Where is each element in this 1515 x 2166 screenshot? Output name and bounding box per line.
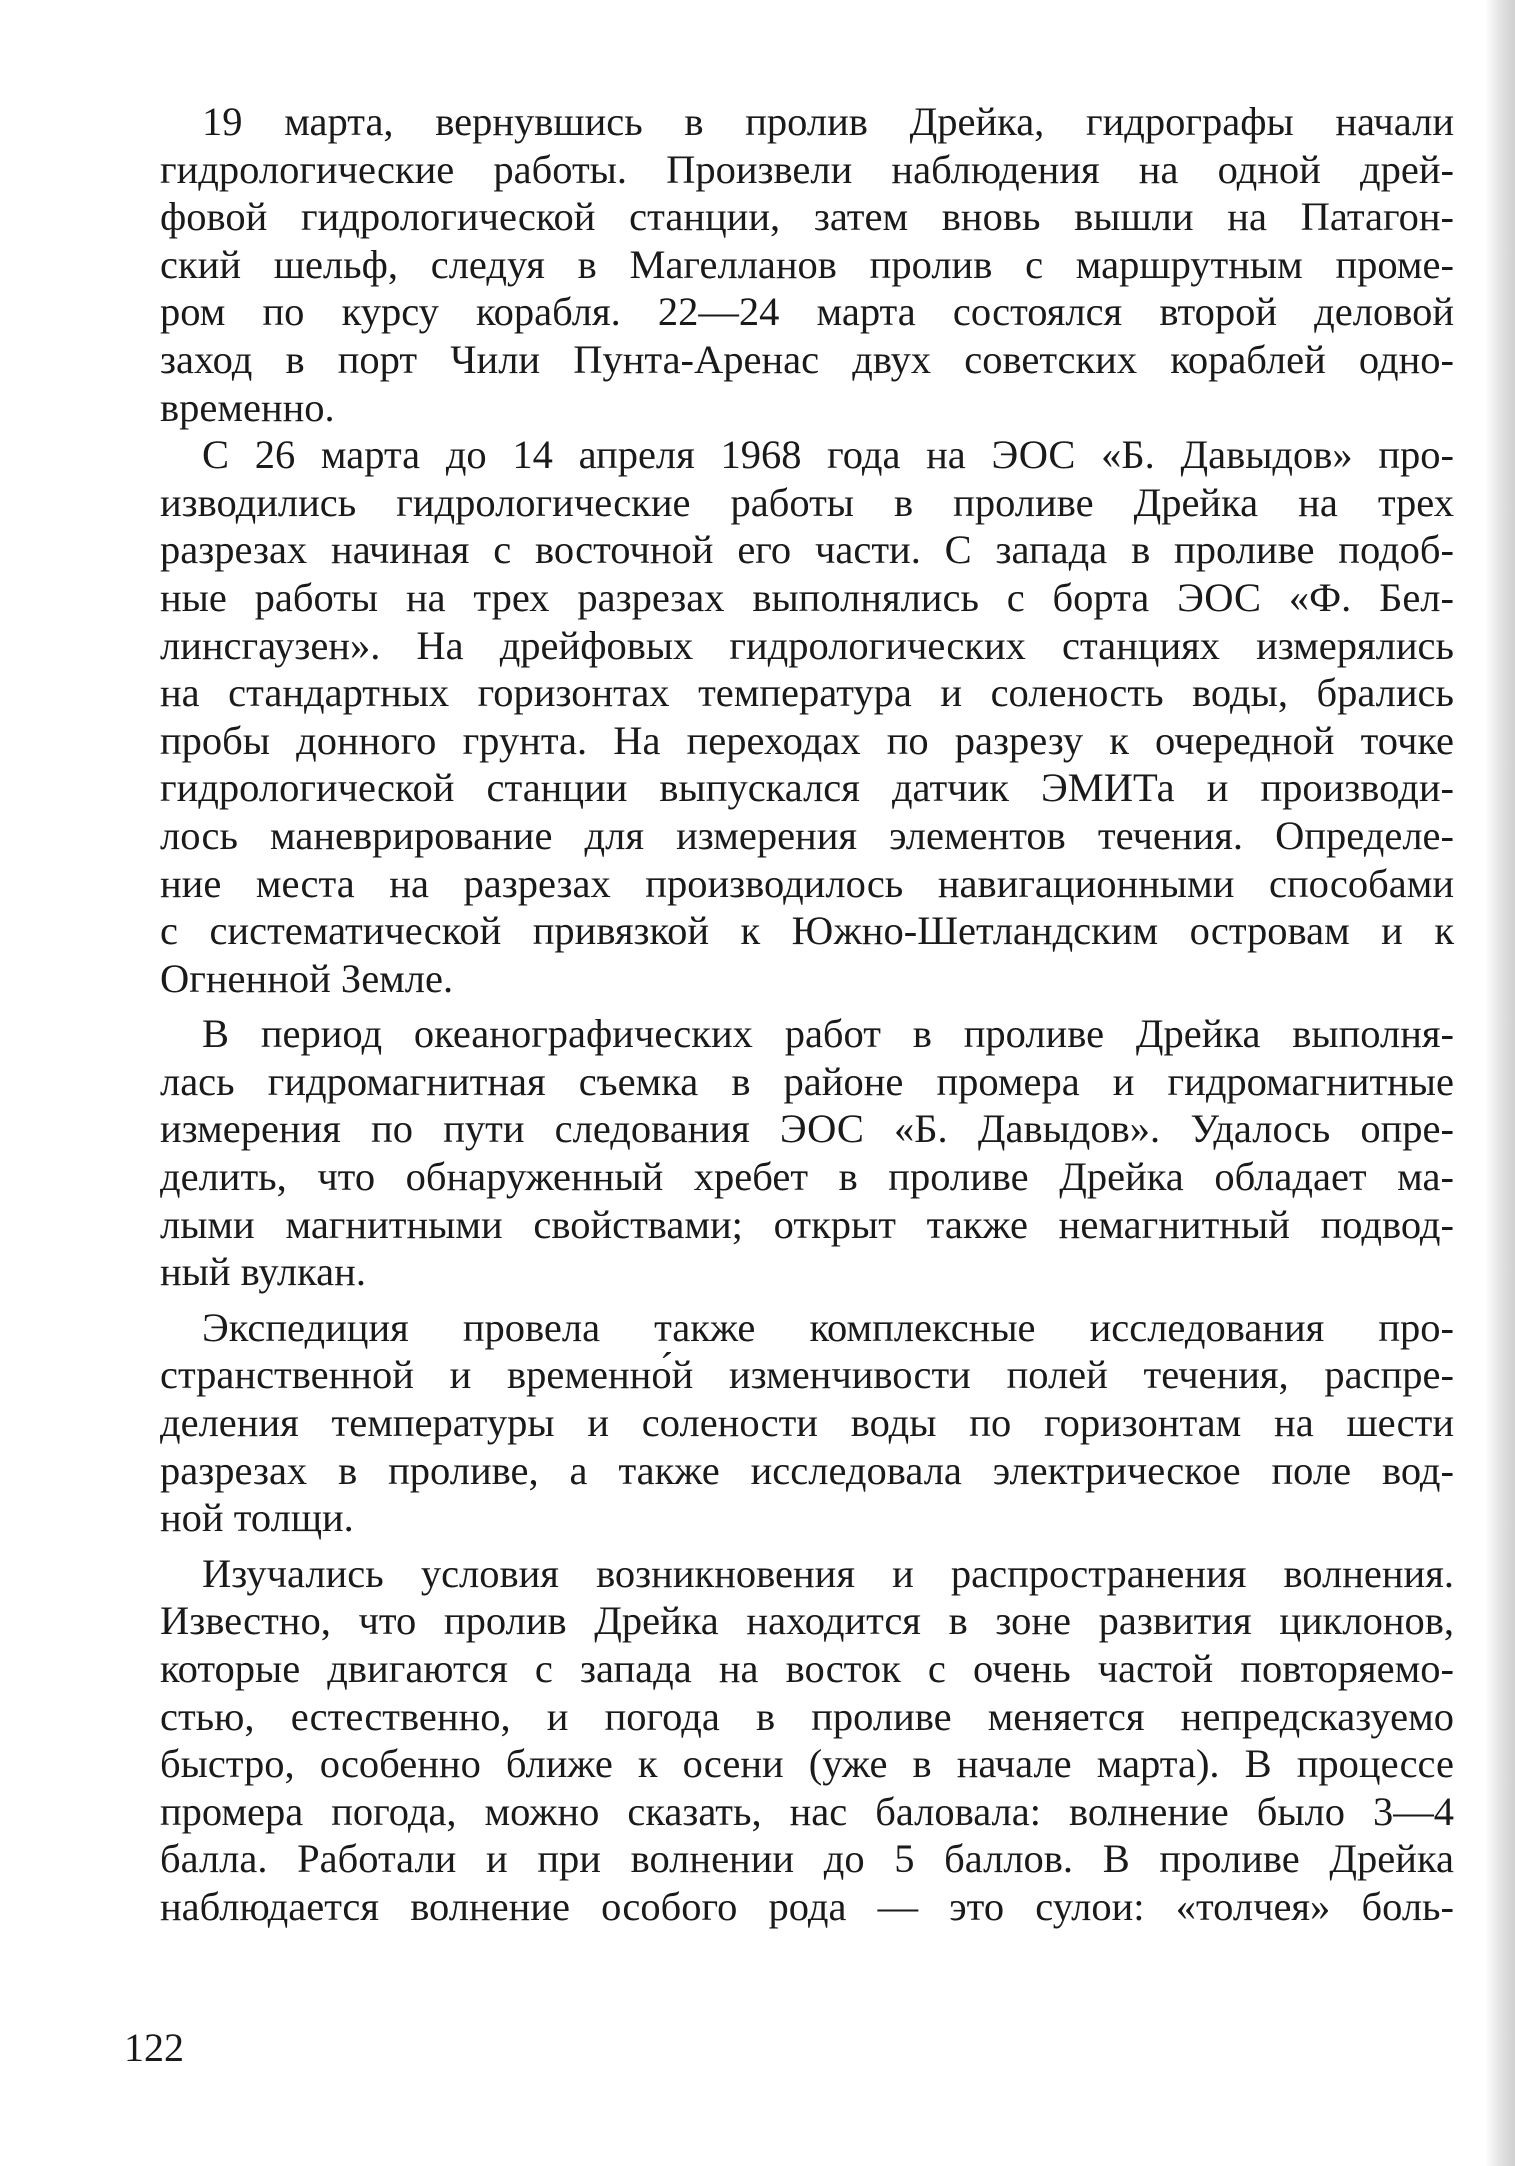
page-number: 122	[124, 2025, 184, 2070]
text-line: временно.	[160, 384, 335, 430]
text-line: Изучались условия возникновения и распространения волнения.	[202, 1550, 1454, 1596]
text-line: стью, естественно, и погода в проливе меняется непредсказуемо	[160, 1693, 1454, 1739]
text-line: промера погода, можно сказать, нас баловала: волнение было 3—4	[160, 1788, 1454, 1834]
text-line: Экспедиция провела также комплексные исследования про-	[202, 1304, 1454, 1350]
text-line: линсгаузен». На дрейфовых гидрологических станциях измерялись	[160, 622, 1454, 668]
text-line: фовой гидрологической станции, затем вновь вышли на Патагон-	[160, 194, 1454, 240]
text-line: Огненной Земле.	[160, 955, 454, 1001]
text-line: разрезах в проливе, а также исследовала электрическое поле вод-	[160, 1447, 1454, 1493]
text-line: разрезах начиная с восточной его части. С запада в проливе подоб-	[160, 527, 1454, 573]
text-line: на стандартных горизонтах температура и соленость воды, брались	[160, 670, 1454, 716]
text-line: гидрологической станции выпускался датчик ЭМИТа и производи-	[160, 765, 1454, 811]
text-line: пробы донного грунта. На переходах по разрезу к очередной точке	[160, 717, 1454, 763]
text-line: Известно, что пролив Дрейка находится в зоне развития циклонов,	[160, 1598, 1454, 1644]
text-line: 19 марта, вернувшись в пролив Дрейка, гидрографы начали	[202, 99, 1454, 144]
paragraph-gap	[160, 1542, 1454, 1550]
text-line: странственной и временно́й изменчивости полей течения, распре-	[160, 1352, 1454, 1398]
text-line: С 26 марта до 14 апреля 1968 года на ЭОС «Б. Давыдов» про-	[202, 432, 1454, 478]
text-line: ние места на разрезах производилось навигационными способами	[160, 860, 1454, 906]
text-line: деления температуры и солености воды по горизонтам на шести	[160, 1400, 1454, 1446]
text-line: лыми магнитными свойствами; открыт также немагнитный подвод-	[160, 1201, 1454, 1247]
text-line: изводились гидрологические работы в проливе Дрейка на трех	[160, 479, 1454, 525]
text-line: быстро, особенно ближе к осени (уже в начале марта). В процессе	[160, 1741, 1454, 1787]
page-gutter-shadow	[1485, 0, 1515, 2166]
text-line: которые двигаются с запада на восток с очень частой повторяемо-	[160, 1646, 1454, 1691]
text-line: ром по курсу корабля. 22—24 марта состоялся второй деловой	[160, 289, 1454, 335]
text-line: заход в порт Чили Пунта-Аренас двух советских кораблей одно-	[160, 336, 1454, 382]
text-line: делить, что обнаруженный хребет в проливе Дрейка обладает ма-	[160, 1154, 1454, 1200]
paragraph-gap	[160, 1296, 1454, 1304]
text-line: балла. Работали и при волнении до 5 баллов. В проливе Дрейка	[160, 1836, 1454, 1882]
text-line: В период океанографических работ в проливе Дрейка выполня-	[202, 1011, 1454, 1057]
text-line: наблюдается волнение особого рода — это сулои: «толчея» боль-	[160, 1883, 1454, 1929]
text-line: ский шельф, следуя в Магелланов пролив с маршрутным проме-	[160, 241, 1454, 287]
text-line: гидрологические работы. Произвели наблюдения на одной дрей-	[160, 146, 1454, 192]
text-line: лась гидромагнитная съемка в районе промера и гидромагнитные	[160, 1058, 1454, 1104]
paragraph-gap	[160, 1002, 1454, 1010]
text-line: лось маневрирование для измерения элементов течения. Определе-	[160, 812, 1454, 858]
body-text	[160, 98, 1454, 1931]
text-line: с систематической привязкой к Южно-Шетландским островам и к	[160, 908, 1454, 954]
text-line: измерения по пути следования ЭОС «Б. Давыдов». Удалось опре-	[160, 1106, 1454, 1152]
text-line: ные работы на трех разрезах выполнялись с борта ЭОС «Ф. Бел-	[160, 574, 1454, 620]
text-line: ный вулкан.	[160, 1249, 366, 1295]
text-line: ной толщи.	[160, 1495, 354, 1541]
